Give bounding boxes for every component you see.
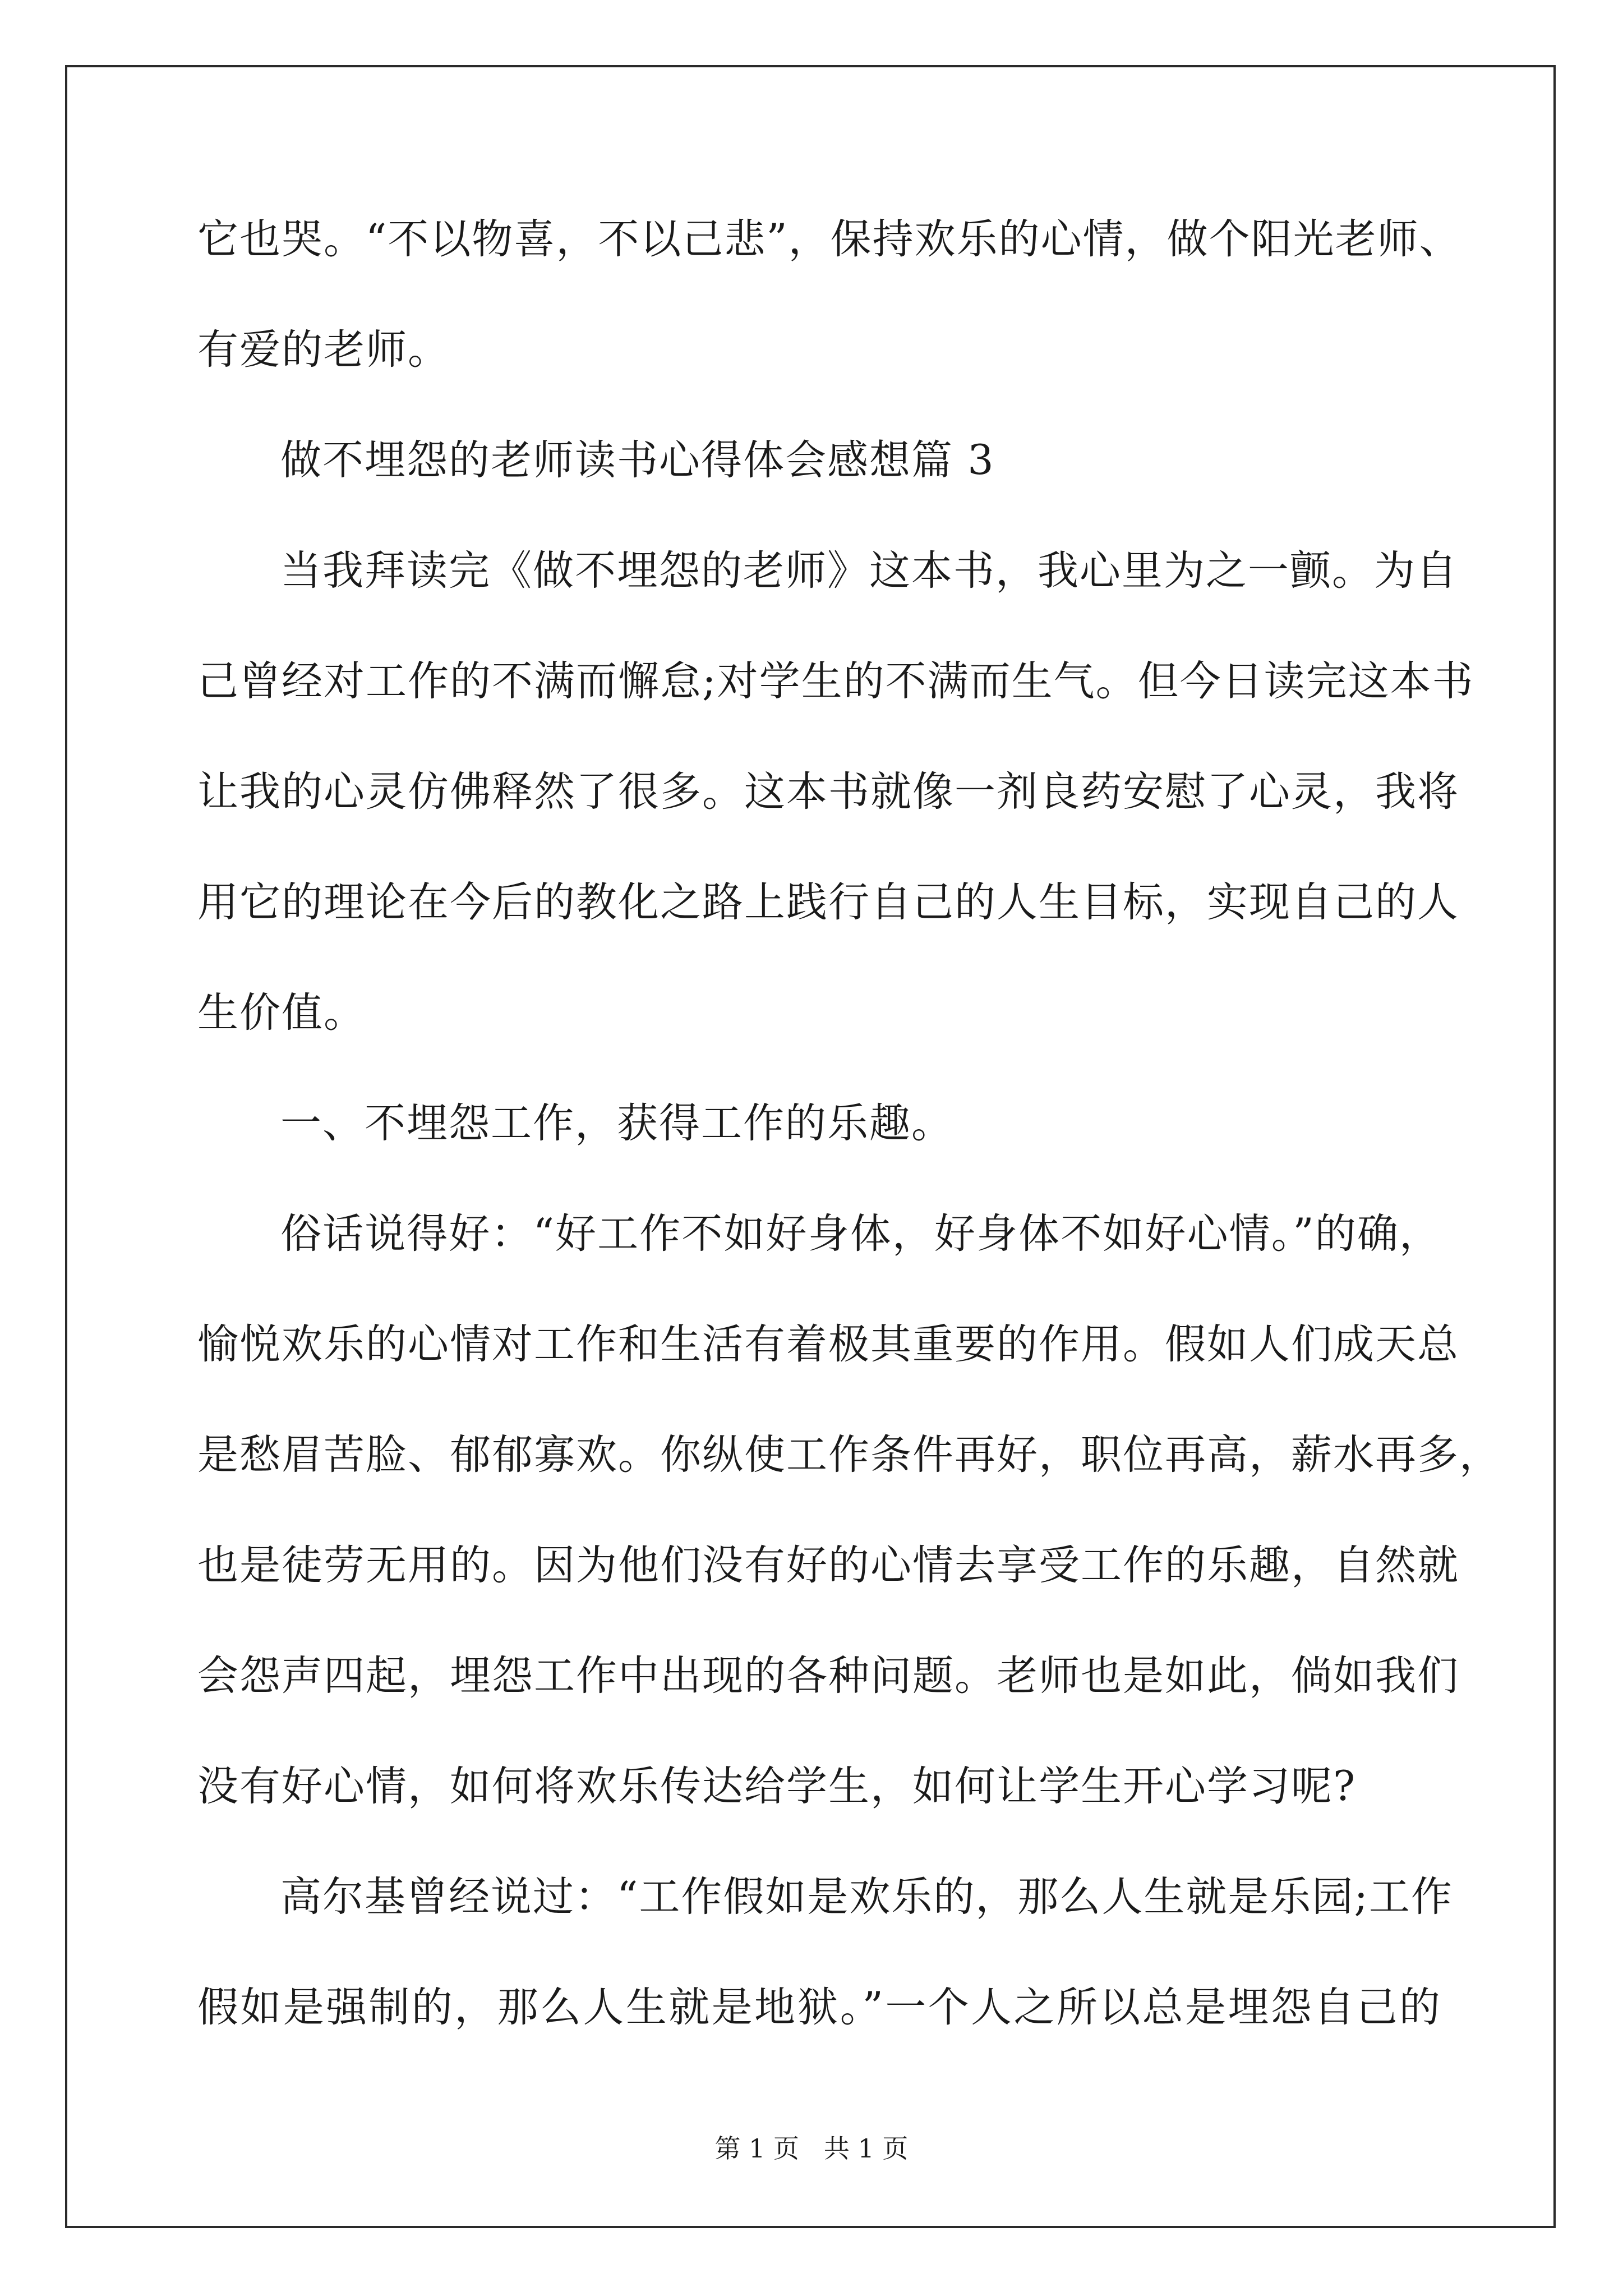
section-heading: 做不埋怨的老师读书心得体会感想篇 3 <box>280 436 995 484</box>
page-number-footer: 第 1 页 共 1 页 <box>714 2133 909 2164</box>
text-line: 当我拜读完《做不埋怨的老师》这本书，我心里为之一颤。为自 <box>280 547 1458 595</box>
text-line: 它也哭。“不以物喜，不以己悲”，保持欢乐的心情，做个阳光老师、 <box>197 215 1461 263</box>
text-line: 会怨声四起，埋怨工作中出现的各种问题。老师也是如此，倘如我们 <box>197 1652 1459 1700</box>
text-line: 愉悦欢乐的心情对工作和生活有着极其重要的作用。假如人们成天总 <box>197 1320 1459 1368</box>
text-line: 没有好心情，如何将欢乐传达给学生，如何让学生开心学习呢? <box>197 1763 1357 1810</box>
subheading: 一、不埋怨工作，获得工作的乐趣。 <box>280 1099 953 1147</box>
text-line: 让我的心灵仿佛释然了很多。这本书就像一剂良药安慰了心灵，我将 <box>197 768 1459 816</box>
text-line: 俗话说得好：“好工作不如好身体，好身体不如好心情。”的确， <box>280 1210 1441 1258</box>
text-line: 生价值。 <box>197 989 366 1037</box>
text-line: 有爱的老师。 <box>197 326 450 374</box>
text-line: 也是徒劳无用的。因为他们没有好的心情去享受工作的乐趣，自然就 <box>197 1542 1459 1589</box>
text-line: 是愁眉苦脸、郁郁寡欢。你纵使工作条件再好，职位再高，薪水再多， <box>197 1431 1501 1479</box>
text-line: 己曾经对工作的不满而懈怠;对学生的不满而生气。但今日读完这本书 <box>197 657 1474 705</box>
text-line: 假如是强制的，那么人生就是地狱。”一个人之所以总是埋怨自己的 <box>197 1984 1441 2031</box>
text-line: 用它的理论在今后的教化之路上践行自己的人生目标，实现自己的人 <box>197 878 1459 926</box>
text-line: 高尔基曾经说过：“工作假如是欢乐的，那么人生就是乐园;工作 <box>280 1873 1453 1921</box>
